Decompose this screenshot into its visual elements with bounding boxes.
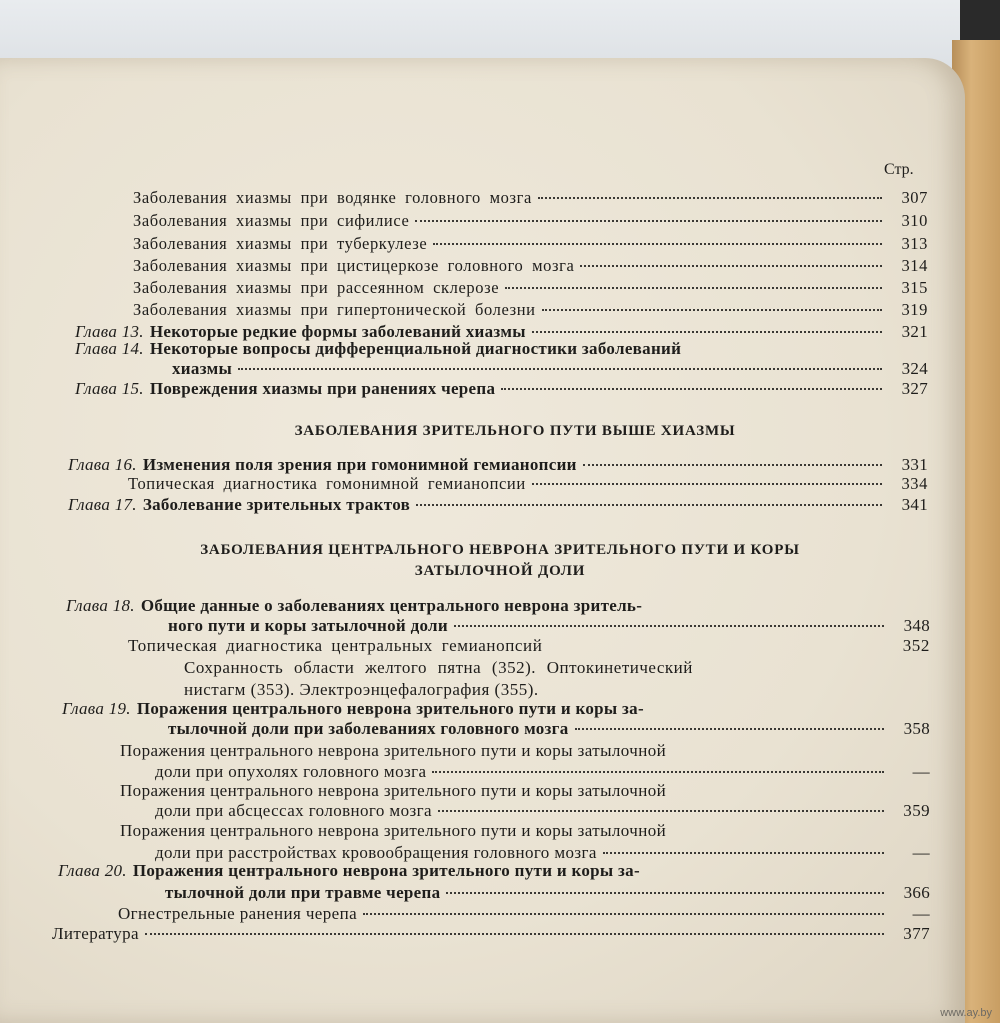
leader-dots: [505, 286, 882, 289]
chapter-title-cont: хиазмы: [172, 359, 233, 378]
toc-entry-page: 319: [901, 300, 928, 319]
page-column-header: Стр.: [884, 161, 914, 178]
leader-dots: [603, 851, 884, 854]
leader-dots: [432, 770, 884, 773]
chapter-page: 341: [901, 495, 928, 514]
toc-entry-text: Заболевания хиазмы при рассеянном склерозе: [133, 278, 500, 297]
toc-entry-page: 315: [901, 278, 928, 297]
toc-entry-text: доли при опухолях головного мозга: [155, 762, 427, 781]
leader-dots: [415, 219, 882, 222]
leader-dots: [532, 482, 882, 485]
toc-entry: [155, 763, 930, 780]
chapter-label: Глава 13.: [75, 322, 144, 341]
chapter-label: Глава 17.: [68, 495, 137, 514]
section-heading: ЗАБОЛЕВАНИЯ ЗРИТЕЛЬНОГО ПУТИ ВЫШЕ ХИАЗМЫ: [294, 423, 736, 439]
literature-entry: [52, 925, 930, 942]
toc-entry-text: Топическая диагностика центральных гемианопсий: [128, 636, 543, 655]
chapter-title-cont: тылочной доли при заболеваниях головного мозга: [168, 719, 569, 738]
toc-entry: [155, 844, 930, 861]
chapter-17-entry: [68, 496, 928, 513]
chapter-title-cont: ного пути и коры затылочной доли: [168, 616, 448, 635]
leader-dots: [542, 308, 882, 311]
toc-entry-page: 334: [901, 474, 928, 493]
toc-entry: [133, 213, 928, 230]
toc-entry-page: 313: [901, 234, 928, 253]
toc-entry-page: 352: [902, 636, 930, 655]
chapter-18-line1: [66, 597, 642, 614]
chapter-label: Глава 18.: [66, 596, 135, 615]
toc-entry-text: Топическая диагностика гомонимной гемианопсии: [128, 474, 526, 493]
toc-entry: [128, 476, 928, 493]
chapter-title: Заболевание зрительных трактов: [142, 495, 411, 514]
chapter-19-line1: [62, 700, 644, 717]
chapter-title: Некоторые редкие формы заболеваний хиазмы: [149, 322, 526, 341]
chapter-title: Изменения поля зрения при гомонимной гемианопсии: [142, 455, 577, 474]
chapter-title: Повреждения хиазмы при ранениях черепа: [149, 379, 496, 398]
toc-entry-text: Огнестрельные ранения черепа: [118, 904, 358, 923]
toc-entry-text: доли при абсцессах головного мозга: [155, 801, 432, 820]
chapter-title: Некоторые вопросы дифференциальной диагностики заболеваний: [149, 339, 682, 358]
section-heading: ЗАБОЛЕВАНИЯ ЦЕНТРАЛЬНОГО НЕВРОНА ЗРИТЕЛЬНОГО ПУТИ И КОРЫ: [200, 542, 800, 558]
chapter-19-line2: [168, 720, 930, 737]
chapter-13-entry: [75, 323, 928, 340]
chapter-page: 324: [901, 359, 928, 378]
leader-dots: [433, 242, 882, 245]
toc-entry-text: Заболевания хиазмы при водянке головного мозга: [133, 188, 532, 207]
chapter-page: 348: [903, 616, 930, 635]
chapter-label: Глава 14.: [75, 339, 144, 358]
chapter-title: Поражения центрального неврона зрительного пути и коры за-: [136, 699, 644, 718]
watermark: www.ay.by: [940, 1007, 992, 1019]
leader-dots: [501, 387, 882, 390]
toc-entry-page: 359: [903, 801, 930, 820]
chapter-page: 327: [901, 379, 928, 398]
toc-entry-page: —: [912, 762, 930, 781]
chapter-14-line2: [172, 360, 928, 377]
chapter-20-line1: [58, 862, 640, 879]
toc-entry-text: Заболевания хиазмы при туберкулезе: [133, 234, 428, 253]
leader-dots: [454, 624, 884, 627]
toc-entry: [133, 258, 928, 275]
toc-entry-page: —: [912, 843, 930, 862]
toc-entry-page: 310: [901, 211, 928, 230]
chapter-label: Глава 16.: [68, 455, 137, 474]
subsection-text: Поражения центрального неврона зрительного пути и коры затылочной: [120, 821, 667, 840]
toc-entry-page: 307: [901, 188, 928, 207]
toc-entry-text: Заболевания хиазмы при сифилисе: [133, 211, 410, 230]
leader-space: [548, 646, 884, 647]
toc-entry-text: Заболевания хиазмы при гипертонической болезни: [133, 300, 536, 319]
subsection-text: Поражения центрального неврона зрительного пути и коры затылочной: [120, 741, 667, 760]
leader-dots: [145, 932, 884, 935]
toc-entry-text: Заболевания хиазмы при цистицеркозе головного мозга: [133, 256, 575, 275]
leader-dots: [446, 891, 884, 894]
leader-dots: [238, 367, 882, 370]
chapter-14-line1: [75, 340, 681, 357]
chapter-label: Глава 20.: [58, 861, 127, 880]
toc-entry-text: доли при расстройствах кровообращения головного мозга: [155, 843, 597, 862]
toc-entry-page: —: [912, 904, 930, 923]
toc-entry: [133, 280, 928, 297]
leader-dots: [363, 912, 884, 915]
toc-entry-page: 377: [903, 924, 930, 943]
toc-entry: [118, 905, 930, 922]
chapter-title-cont: тылочной доли при травме черепа: [165, 883, 441, 902]
leader-dots: [538, 196, 882, 199]
chapter-page: 358: [903, 719, 930, 738]
chapter-label: Глава 15.: [75, 379, 144, 398]
toc-entry: [133, 190, 928, 207]
leader-dots: [438, 809, 884, 812]
chapter-15-entry: [75, 380, 928, 397]
toc-entry-text: Литература: [52, 924, 139, 943]
toc-entry: [155, 802, 930, 819]
toc-entry: [133, 302, 928, 319]
chapter-title: Общие данные о заболеваниях центрального неврона зритель-: [140, 596, 643, 615]
chapter-16-entry: [68, 456, 928, 473]
leader-dots: [575, 727, 885, 730]
toc-entry: [133, 236, 928, 253]
chapter-20-line2: [165, 884, 930, 901]
chapter-label: Глава 19.: [62, 699, 131, 718]
subsection-text: Сохранность области желтого пятна (352). Оптокинетический: [184, 658, 693, 677]
chapter-title: Поражения центрального неврона зрительного пути и коры за-: [132, 861, 640, 880]
chapter-page: 321: [901, 322, 928, 341]
toc-entry-page: 314: [901, 256, 928, 275]
subsection-text-cont: нистагм (353). Электроэнцефалография (355).: [184, 680, 539, 699]
leader-dots: [532, 330, 882, 333]
leader-dots: [416, 503, 882, 506]
leader-dots: [580, 264, 882, 267]
chapter-18-line2: [168, 617, 930, 634]
section-heading-cont: ЗАТЫЛОЧНОЙ ДОЛИ: [414, 563, 586, 579]
subsection-text: Поражения центрального неврона зрительного пути и коры затылочной: [120, 781, 667, 800]
chapter-page: 331: [901, 455, 928, 474]
chapter-page: 366: [903, 883, 930, 902]
leader-dots: [583, 463, 882, 466]
toc-entry: [128, 637, 930, 654]
